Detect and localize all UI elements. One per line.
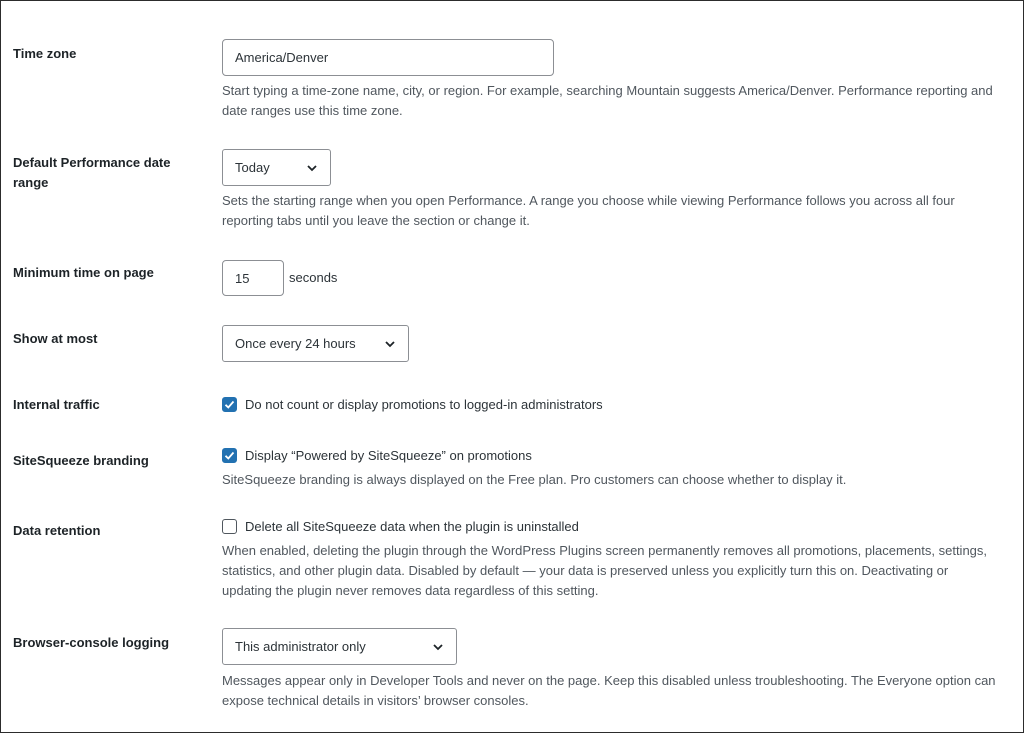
checkmark-icon: [224, 399, 235, 410]
timezone-input[interactable]: [222, 39, 554, 76]
logging-label: Browser-console logging: [13, 635, 170, 650]
branding-label: SiteSqueeze branding: [13, 453, 149, 468]
mintime-suffix: seconds: [289, 270, 338, 285]
mintime-input[interactable]: [222, 260, 284, 296]
daterange-description: [222, 191, 1012, 231]
branding-checkbox-row[interactable]: [222, 448, 532, 463]
retention-description: [222, 541, 1012, 601]
logging-selected-value: This administrator only: [235, 639, 366, 654]
mintime-label: Minimum time on page: [13, 265, 154, 280]
daterange-desc-line1: Sets the starting range when you open Performance. A range you choose while viewing Performance follows you across all four: [222, 193, 955, 208]
daterange-desc-line2: reporting tabs until you leave the section or change it.: [222, 213, 530, 228]
timezone-label: Time zone: [13, 46, 77, 61]
branding-checkbox-label: Display “Powered by SiteSqueeze” on promotions: [245, 448, 532, 463]
retention-checkbox-row[interactable]: [222, 519, 579, 534]
internal-checkbox[interactable]: [222, 397, 237, 412]
daterange-label-line1: Default Performance date: [13, 155, 171, 170]
retention-desc-line2: statistics, and other plugin data. Disabled by default — your data is preserved unless you explicitly turn this on. Deactivating or: [222, 563, 949, 578]
daterange-selected-value: Today: [235, 160, 270, 175]
chevron-down-icon: [432, 641, 444, 653]
timezone-desc-line1: Start typing a time-zone name, city, or region. For example, searching Mountain suggests America/Denver. Performance reporting and: [222, 83, 993, 98]
retention-desc-line3: updating the plugin never removes data regardless of this setting.: [222, 583, 599, 598]
timezone-description: [222, 81, 1012, 121]
chevron-down-icon: [384, 338, 396, 350]
daterange-select[interactable]: [222, 149, 331, 186]
chevron-down-icon: [306, 162, 318, 174]
retention-checkbox-label: Delete all SiteSqueeze data when the plugin is uninstalled: [245, 519, 579, 534]
internal-checkbox-row[interactable]: [222, 397, 603, 412]
showatmost-selected-value: Once every 24 hours: [235, 336, 356, 351]
logging-desc-line2: expose technical details in visitors’ browser consoles.: [222, 693, 529, 708]
internal-label: Internal traffic: [13, 397, 100, 412]
timezone-desc-line2: date ranges use this time zone.: [222, 103, 403, 118]
branding-description: SiteSqueeze branding is always displayed on the Free plan. Pro customers can choose whether to display it.: [222, 472, 847, 487]
logging-select[interactable]: [222, 628, 457, 665]
internal-checkbox-label: Do not count or display promotions to logged-in administrators: [245, 397, 603, 412]
logging-desc-line1: Messages appear only in Developer Tools and never on the page. Keep this disabled unless troubleshooting. The Everyone option can: [222, 673, 996, 688]
logging-description: [222, 671, 1012, 711]
branding-checkbox[interactable]: [222, 448, 237, 463]
showatmost-select[interactable]: [222, 325, 409, 362]
daterange-label-line2: range: [13, 175, 49, 190]
retention-label: Data retention: [13, 523, 101, 538]
checkmark-icon: [224, 450, 235, 461]
retention-checkbox[interactable]: [222, 519, 237, 534]
daterange-label: [13, 153, 183, 193]
retention-desc-line1: When enabled, deleting the plugin through the WordPress Plugins screen permanently removes all promotions, placements, settings,: [222, 543, 988, 558]
showatmost-label: Show at most: [13, 331, 98, 346]
